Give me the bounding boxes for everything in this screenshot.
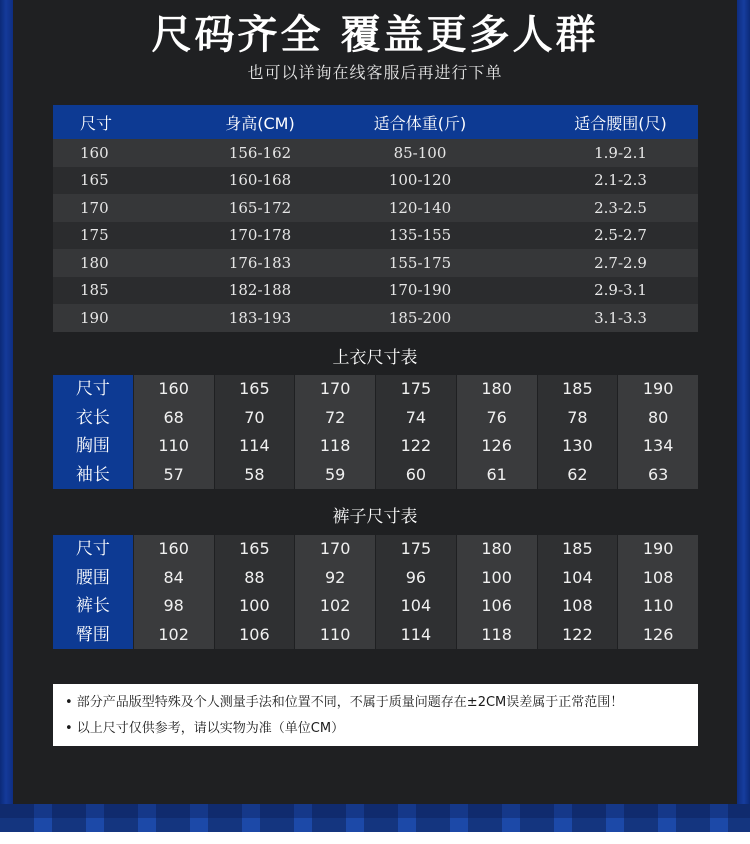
- table-cell: 134: [642, 436, 674, 455]
- table-cell: 180: [481, 379, 512, 398]
- table-cell: 160: [158, 379, 189, 398]
- size-column: [295, 535, 375, 649]
- table-cell: 185: [562, 379, 593, 398]
- table-cell: 180: [481, 539, 512, 558]
- cell-height: 165-172: [228, 198, 292, 217]
- size-table: [53, 105, 698, 332]
- size-table-body: [53, 139, 698, 332]
- table-cell: 118: [481, 624, 512, 644]
- table-cell: 175: [400, 539, 432, 558]
- table-cell: 80: [647, 407, 669, 427]
- table-cell: 114: [239, 436, 270, 455]
- table-cell: 78: [567, 407, 588, 427]
- cell-weight: 135-155: [388, 226, 452, 245]
- cell-height: 182-188: [228, 281, 292, 300]
- table-cell: 84: [163, 567, 184, 587]
- table-cell: 165: [239, 379, 270, 398]
- row-label: 尺寸: [75, 379, 110, 399]
- cell-size: 185: [80, 281, 109, 300]
- table-cell: 74: [405, 407, 427, 427]
- table-cell: 122: [400, 436, 432, 455]
- table-cell: 108: [562, 596, 593, 615]
- row-label: 尺寸: [75, 539, 110, 559]
- table-cell: 61: [486, 464, 507, 484]
- cell-weight: 120-140: [388, 198, 452, 217]
- cell-waist: 2.3-2.5: [594, 198, 647, 217]
- row-label-column: [53, 535, 133, 649]
- table-cell: 114: [400, 624, 432, 644]
- table-row: [53, 167, 698, 195]
- cell-waist: 3.1-3.3: [594, 308, 647, 327]
- table-row: [53, 249, 698, 277]
- table-row: [53, 222, 698, 250]
- size-column: [215, 375, 295, 489]
- top-size-table: [53, 375, 698, 489]
- size-column: [134, 375, 214, 489]
- size-column: [376, 375, 456, 489]
- page-subtitle: 也可以详询在线客服后再进行下单: [247, 63, 503, 82]
- size-column: [538, 535, 618, 649]
- table-cell: 62: [567, 464, 588, 484]
- row-label: 胸围: [75, 436, 110, 456]
- table-cell: 100: [481, 567, 512, 587]
- cell-waist: 2.7-2.9: [594, 253, 647, 272]
- size-column: [376, 535, 456, 649]
- table-cell: 98: [163, 596, 184, 615]
- table-cell: 106: [239, 624, 270, 644]
- table-row: [53, 139, 698, 167]
- table-cell: 72: [324, 407, 346, 427]
- table-cell: 88: [244, 567, 265, 587]
- cell-size: 165: [80, 171, 109, 190]
- table-row: [53, 277, 698, 305]
- table-cell: 122: [562, 624, 593, 644]
- table-cell: 100: [239, 596, 270, 615]
- table-cell: 102: [319, 596, 351, 615]
- header-weight: 适合体重(斤): [373, 113, 467, 133]
- table-cell: 126: [642, 624, 674, 644]
- row-label: 袖长: [75, 464, 110, 485]
- table-cell: 58: [244, 464, 265, 484]
- note-item: • 以上尺寸仅供参考，请以实物为准（单位CM）: [65, 721, 345, 736]
- size-column: [618, 375, 698, 489]
- size-column: [295, 375, 375, 489]
- table-cell: 70: [244, 407, 265, 427]
- table-cell: 68: [163, 407, 184, 427]
- decorative-bottom-strip: [0, 804, 750, 832]
- cell-height: 160-168: [228, 171, 292, 190]
- pants-size-table: [53, 535, 698, 649]
- cell-weight: 100-120: [388, 171, 452, 190]
- table-row: [53, 304, 698, 332]
- table-cell: 57: [163, 464, 184, 484]
- cell-size: 190: [80, 308, 109, 327]
- table-cell: 190: [642, 539, 674, 558]
- cell-height: 156-162: [228, 143, 292, 162]
- size-column: [457, 535, 537, 649]
- table-cell: 126: [481, 436, 512, 455]
- table-cell: 106: [481, 596, 512, 615]
- size-column: [538, 375, 618, 489]
- table-row: [53, 194, 698, 222]
- cell-waist: 2.5-2.7: [594, 226, 647, 245]
- table-cell: 76: [486, 407, 507, 427]
- row-label: 腰围: [75, 567, 110, 588]
- table-cell: 60: [405, 464, 427, 484]
- cell-weight: 155-175: [388, 253, 452, 272]
- table-cell: 96: [405, 567, 427, 587]
- table-cell: 160: [158, 539, 189, 558]
- table-cell: 63: [647, 464, 669, 484]
- header-height: 身高(CM): [225, 113, 295, 133]
- top-table-title: 上衣尺寸表: [332, 348, 418, 368]
- cell-size: 170: [80, 198, 109, 217]
- cell-weight: 170-190: [388, 281, 452, 300]
- cell-weight: 85-100: [393, 143, 447, 162]
- table-cell: 92: [324, 567, 346, 587]
- table-cell: 170: [319, 379, 351, 398]
- size-column: [215, 535, 295, 649]
- cell-size: 160: [80, 143, 109, 162]
- cell-height: 176-183: [228, 253, 292, 272]
- cell-height: 183-193: [228, 308, 292, 327]
- table-cell: 118: [319, 436, 351, 455]
- table-cell: 104: [400, 596, 432, 615]
- header-size: 尺寸: [80, 113, 113, 133]
- table-cell: 165: [239, 539, 270, 558]
- size-column: [134, 535, 214, 649]
- page-title: 尺码齐全 覆盖更多人群: [151, 12, 599, 58]
- size-table-header: [53, 105, 698, 139]
- table-cell: 102: [158, 624, 189, 644]
- table-cell: 110: [158, 436, 189, 455]
- cell-waist: 2.1-2.3: [594, 171, 647, 190]
- cell-size: 180: [80, 253, 109, 272]
- table-cell: 59: [324, 464, 346, 484]
- notes-box: [53, 684, 698, 746]
- row-label: 臀围: [75, 624, 110, 645]
- header-waist: 适合腰围(尺): [574, 113, 667, 133]
- pants-table-title: 裤子尺寸表: [332, 507, 418, 527]
- cell-waist: 1.9-2.1: [594, 143, 647, 162]
- table-cell: 108: [642, 567, 674, 587]
- table-cell: 175: [400, 379, 432, 398]
- cell-size: 175: [80, 226, 109, 245]
- table-cell: 130: [562, 436, 593, 455]
- table-cell: 110: [642, 596, 674, 615]
- cell-waist: 2.9-3.1: [594, 281, 647, 300]
- table-cell: 170: [319, 539, 351, 558]
- cell-height: 170-178: [228, 226, 292, 245]
- row-label: 衣长: [75, 407, 110, 428]
- note-item: • 部分产品版型特殊及个人测量手法和位置不同，不属于质量问题存在±2CM误差属于正常范围！: [65, 695, 624, 710]
- table-cell: 104: [562, 567, 593, 587]
- table-cell: 185: [562, 539, 593, 558]
- size-column: [457, 375, 537, 489]
- cell-weight: 185-200: [388, 308, 452, 327]
- size-column: [618, 535, 698, 649]
- row-label: 裤长: [75, 596, 110, 616]
- table-cell: 190: [642, 379, 674, 398]
- table-cell: 110: [319, 624, 351, 644]
- row-label-column: [53, 375, 133, 489]
